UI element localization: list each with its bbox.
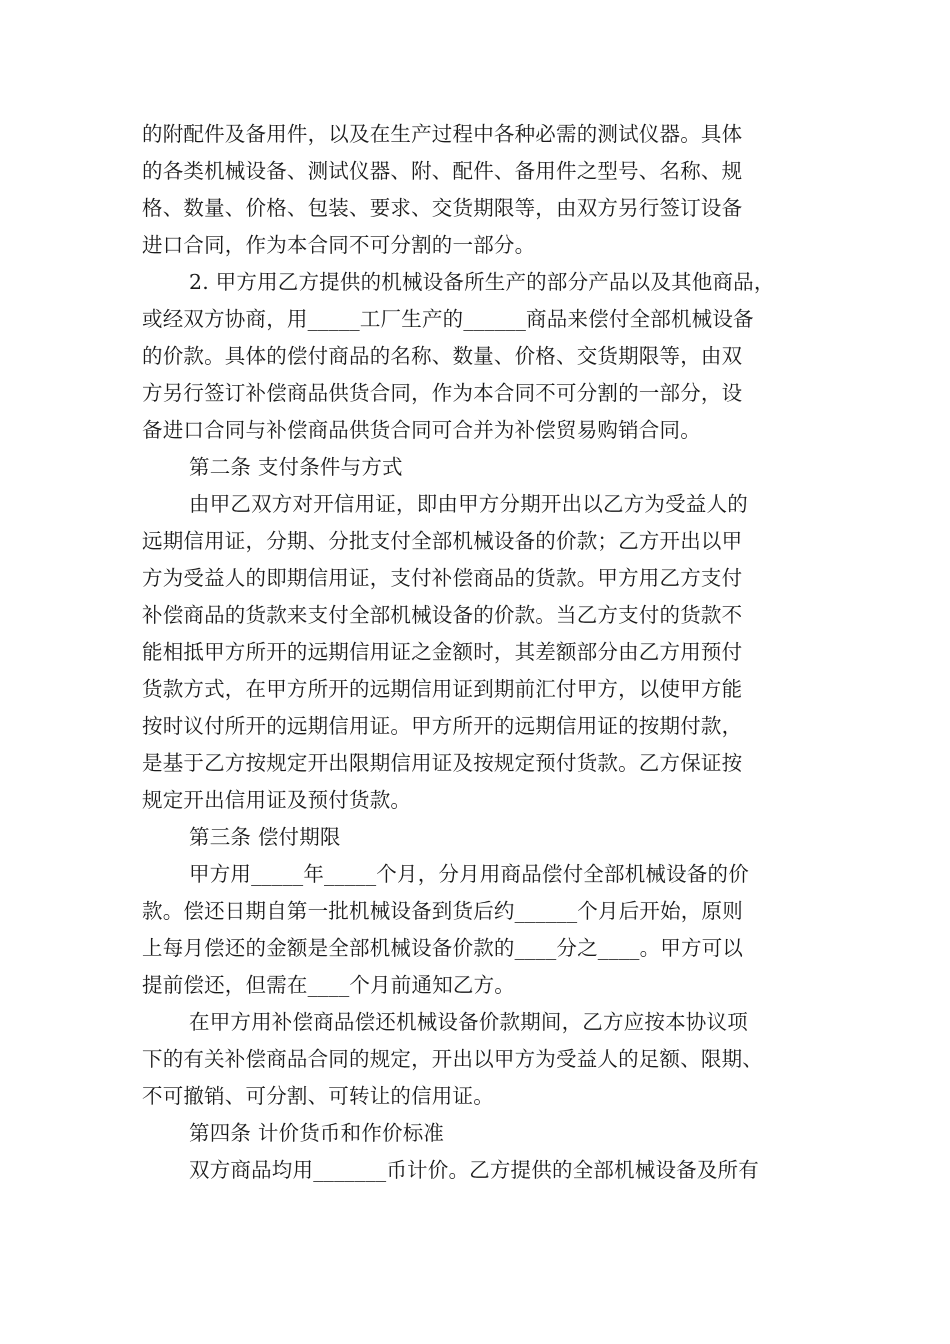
text-line: 方另行签订补偿商品供货合同，作为本合同不可分割的一部分，设 — [142, 381, 743, 405]
text-line: 款。偿还日期自第一批机械设备到货后约______个月后开始，原则 — [142, 899, 743, 923]
text-line: 或经双方协商，用_____工厂生产的______商品来偿付全部机械设备 — [142, 307, 754, 331]
text-line: 提前偿还，但需在____个月前通知乙方。 — [142, 973, 515, 997]
text-line: 补偿商品的货款来支付全部机械设备的价款。当乙方支付的货款不 — [142, 603, 743, 627]
section-heading: 第二条 支付条件与方式 — [189, 455, 403, 479]
text-line: 远期信用证，分期、分批支付全部机械设备的价款；乙方开出以甲 — [142, 529, 743, 553]
paragraph-start-line: 在甲方用补偿商品偿还机械设备价款期间，乙方应按本协议项 — [189, 1010, 748, 1034]
section-heading: 第三条 偿付期限 — [189, 825, 341, 849]
text-line: 不可撤销、可分割、可转让的信用证。 — [142, 1084, 494, 1108]
text-line: 按时议付所开的远期信用证。甲方所开的远期信用证的按期付款， — [142, 714, 743, 738]
text-line: 备进口合同与补偿商品供货合同可合并为补偿贸易购销合同。 — [142, 418, 701, 442]
paragraph-start-line: 2. 甲方用乙方提供的机械设备所生产的部分产品以及其他商品， — [189, 270, 775, 294]
text-line: 下的有关补偿商品合同的规定，开出以甲方为受益人的足额、限期、 — [142, 1047, 763, 1071]
text-line: 规定开出信用证及预付货款。 — [142, 788, 412, 812]
text-line: 方为受益人的即期信用证，支付补偿商品的货款。甲方用乙方支付 — [142, 566, 743, 590]
text-line: 能相抵甲方所开的远期信用证之金额时，其差额部分由乙方用预付 — [142, 640, 743, 664]
paragraph-start-line: 双方商品均用_______币计价。乙方提供的全部机械设备及所有 — [189, 1158, 759, 1182]
text-line: 的价款。具体的偿付商品的名称、数量、价格、交货期限等，由双 — [142, 344, 743, 368]
text-line: 的各类机械设备、测试仪器、附、配件、备用件之型号、名称、规 — [142, 159, 743, 183]
text-line: 上每月偿还的金额是全部机械设备价款的____分之____。甲方可以 — [142, 936, 744, 960]
text-line: 是基于乙方按规定开出限期信用证及按规定预付货款。乙方保证按 — [142, 751, 743, 775]
text-line: 格、数量、价格、包装、要求、交货期限等，由双方另行签订设备 — [142, 196, 743, 220]
text-line: 的附配件及备用件，以及在生产过程中各种必需的测试仪器。具体 — [142, 122, 743, 146]
paragraph-start-line: 甲方用_____年_____个月，分月用商品偿付全部机械设备的价 — [189, 862, 749, 886]
paragraph-start-line: 由甲乙双方对开信用证，即由甲方分期开出以乙方为受益人的 — [189, 492, 748, 516]
text-line: 进口合同，作为本合同不可分割的一部分。 — [142, 233, 536, 257]
section-heading: 第四条 计价货币和作价标准 — [189, 1121, 445, 1145]
document-body — [142, 116, 822, 1189]
text-line: 货款方式，在甲方所开的远期信用证到期前汇付甲方，以使甲方能 — [142, 677, 743, 701]
